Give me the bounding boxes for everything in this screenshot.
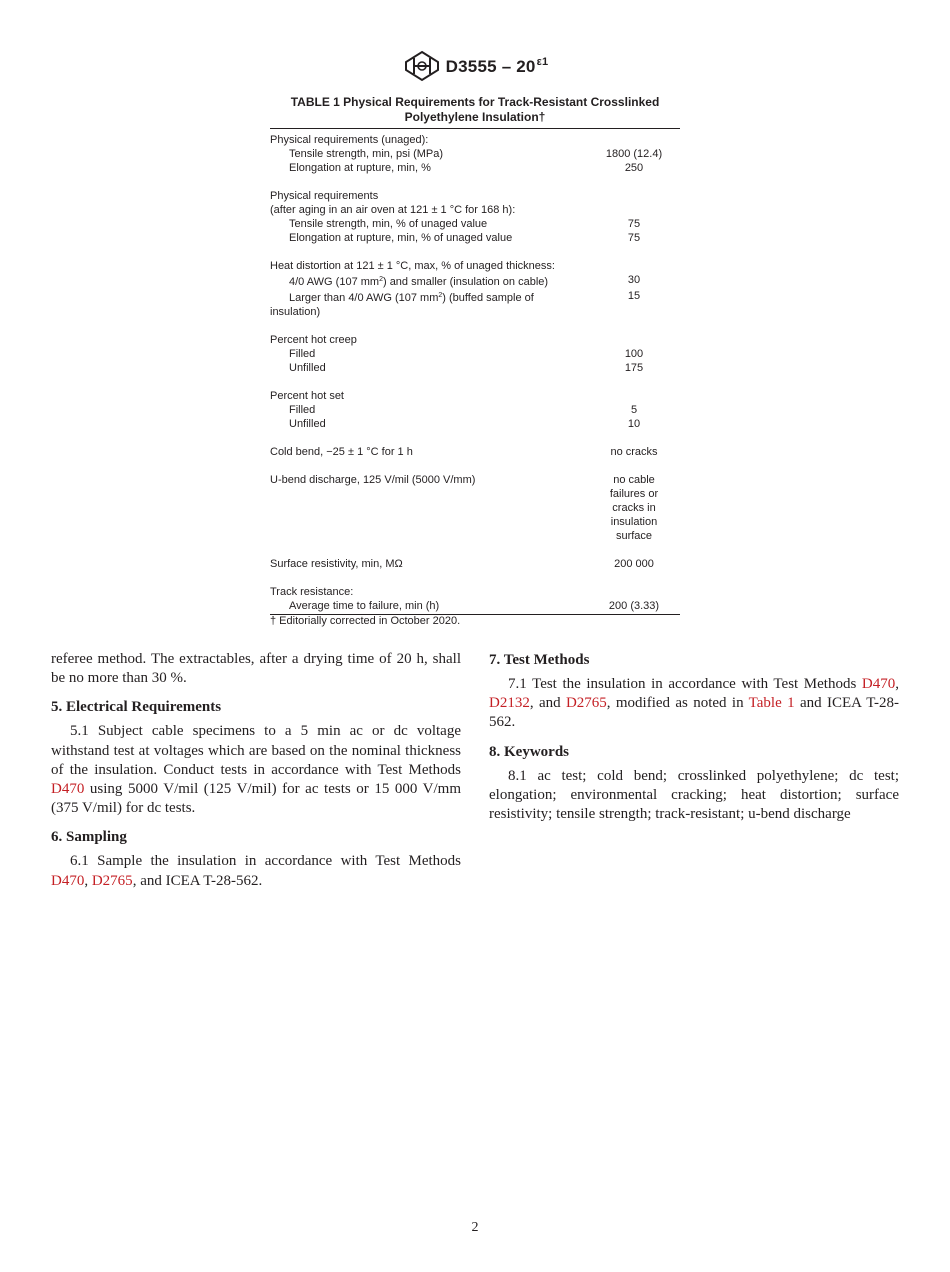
table-footnote: † Editorially corrected in October 2020. <box>270 615 461 627</box>
table-row: insulation) <box>270 306 321 318</box>
table-row: Heat distortion at 121 ± 1 °C, max, % of unaged thickness: <box>270 260 555 272</box>
table-row: Elongation at rupture, min, % 250 <box>289 162 644 174</box>
requirements-table <box>270 128 680 627</box>
page-header <box>0 50 950 82</box>
astm-logo-icon <box>402 50 442 82</box>
table-row: Surface resistivity, min, MΩ 200 000 <box>270 558 654 570</box>
table-row: Unfilled 175 <box>289 362 644 374</box>
table-row: surface <box>615 530 653 542</box>
table-row: Physical requirements <box>270 190 379 202</box>
table-row: Percent hot creep <box>270 334 357 346</box>
paragraph-5-1: 5.1 Subject cable specimens to a 5 min ac or dc voltage withstand test at voltages which are based on the nominal thickness of the insulation. Conduct tests in accordance with Test Methods D470 using 5000 V/mil (125 V/mil) for ac tests or 15 000 V/mm (375 V/mil) for dc tests. <box>51 723 461 817</box>
table-row: U-bend discharge, 125 V/mil (5000 V/mm) no cable <box>270 474 655 486</box>
paragraph-8-1: 8.1 ac test; cold bend; crosslinked polyethylene; dc test; elongation; environmental cracking; heat distortion; surface resistivity; tensile strength; track-resistant; u-bend discharge <box>489 767 899 823</box>
table-row: insulation <box>610 516 658 528</box>
ref-link-d2132[interactable]: D2132 <box>489 695 530 712</box>
table-row: Tensile strength, min, psi (MPa) 1800 (12.4) <box>289 148 663 160</box>
table-row: Tensile strength, min, % of unaged value 75 <box>289 218 641 230</box>
ref-link-d470[interactable]: D470 <box>51 781 85 798</box>
ref-link-table-1[interactable]: Table 1 <box>748 695 795 712</box>
section-8-heading: 8. Keywords <box>489 743 569 760</box>
table-row: 4/0 AWG (107 $mm^2$) and smaller (insulation on cable) 30 <box>289 274 641 288</box>
table-row: (after aging in an air oven at 121 ± 1 °C for 168 h): <box>270 204 516 216</box>
section-5-heading: 5. Electrical Requirements <box>51 699 222 716</box>
table-row: Filled 5 <box>289 404 638 416</box>
table-row: Average time to failure, min (h) 200 (3.33) <box>270 599 680 615</box>
table-row: Larger than 4/0 AWG (107 $mm^2$) (buffed sample of 15 <box>289 290 641 304</box>
paragraph-6-1: 6.1 Sample the insulation in accordance with Test Methods D470, D2765, and ICEA T-28-562. <box>51 853 461 889</box>
table-row: Elongation at rupture, min, % of unaged value 75 <box>289 232 641 244</box>
left-column <box>51 650 461 891</box>
table-row: cracks in <box>612 502 656 514</box>
table-row: Percent hot set <box>270 390 344 402</box>
paragraph-7-1: 7.1 Test the insulation in accordance with Test Methods D470, D2132, and D2765, modified as noted in Table 1 and ICEA T-28-562. <box>489 676 899 731</box>
right-column <box>489 650 899 824</box>
ref-link-d2765[interactable]: D2765 <box>565 695 607 712</box>
ref-link-d2765[interactable]: D2765 <box>91 872 133 889</box>
table-row: Physical requirements (unaged): <box>270 134 429 146</box>
document-designation: $D3555 - 20^{\varepsilon 1}$ <box>445 55 549 76</box>
ref-link-d470[interactable]: D470 <box>51 872 85 889</box>
paragraph-continuation: referee method. The extractables, after a drying time of 20 h, shall be no more than 30 %. <box>51 651 461 687</box>
table-row: Filled 100 <box>289 348 644 360</box>
ref-link-d470[interactable]: D470 <box>861 676 896 692</box>
designation-epsilon: ε1 <box>536 55 549 68</box>
section-6-heading: 6. Sampling <box>51 829 127 846</box>
table-row: Unfilled 10 <box>289 418 641 430</box>
table-row: Track resistance: <box>270 586 354 598</box>
table-caption: TABLE 1 Physical Requirements for Track-Resistant Crosslinked Polyethylene Insulation† <box>290 95 660 124</box>
table-row: failures or <box>609 488 659 500</box>
table-row: Cold bend, −25 ± 1 °C for 1 h no cracks <box>270 446 658 458</box>
section-7-heading: 7. Test Methods <box>489 652 590 668</box>
page-number: 2 <box>471 1220 479 1235</box>
